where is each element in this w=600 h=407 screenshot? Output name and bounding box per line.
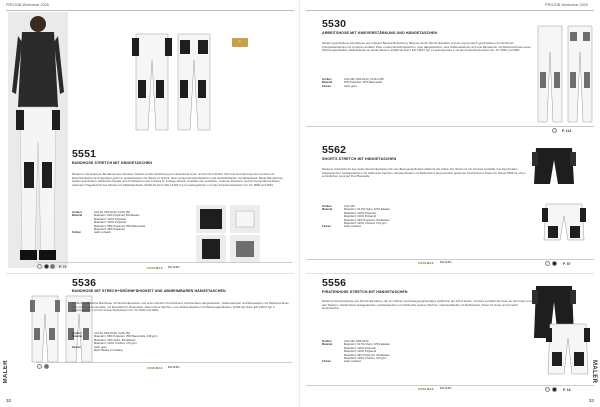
sku-5556: 5556 [322, 277, 347, 289]
model-photo [8, 12, 68, 268]
model-photo-graphic [8, 12, 68, 268]
swatch-white[interactable] [37, 264, 42, 269]
swatch-black[interactable] [552, 387, 557, 392]
sku-5562: 5562 [322, 144, 347, 156]
brand-logo-b: EN 14404 [168, 366, 180, 369]
section-divider [6, 273, 294, 274]
rule-5556 [306, 385, 594, 386]
desc-5556: Moderne Dreiviertelhose aus Stretch-Einsätzen, die ein offenes und bewegungsfreudiges Gefühl bei der Arbeit bieten. Cordura verstärkt die Hose an den Knien und den Taschen. Abnehmbare Hängetaschen, Holstertaschen und zahlreiche weitere Taschen. Gürtelschlaufen mit Reflexband. Passt zur Serie und ist leicht kombinierbar. [322, 299, 532, 311]
desc-5536: Moderne, praktische Bundhose mit Stretch-Einsätzen und einem leichten Komfortbund. Abnehmbare Hängetaschen, Holstertaschen und Beintaschen mit Reißverschluss. Knie mit Cordura verstärkt, mit Einschub für Kniepolster. Zwei hintere Taschen, eine Zollstocktasche und Werkzeugschlaufen. Erfüllt die Norm EN 14404 Typ 2 Leistungsstufe 1 mit den Knieschutzpolstern Art.-Nr. 9060 und 9061. [72, 301, 290, 313]
title-5551: BUNDHOSE STRETCH MIT HÄNGETASCHEN [72, 161, 153, 165]
color-swatches-5556[interactable] [545, 387, 557, 392]
color-swatches-5551[interactable] [37, 264, 55, 269]
desc-5562: Moderne Arbeitsshorts aus vielen Stretch-Einsätzen für eine Bewegungsfreiheit während der Arbeit. Die Shorts ist mit Cordura verstärkt, hat abnehmbare Hängetaschen, Holstertaschen und zahlreiche Taschen. Gürtelschlaufen mit Reflexband. Ergonomisch geformter Komfortbund. Passt zur Weste 5556 für einen einheitlichen Look auf Ihrer Baustelle. [322, 167, 526, 179]
specs-5530: Größen C44-C62, D84-D120, C146-C156 Material 65% Polyester, 35% Baumwolle Farben weiß, grau [322, 78, 384, 88]
brand-logo-a: COOLMAX [147, 266, 163, 270]
product-5551-image [132, 30, 214, 135]
detail-graphic [196, 205, 292, 263]
desc-5551: Moderne und bequeme Bundhose aus robustem Stretch mit der Abstützung am Hosenbund innen und Komfort-Schritt. Die Knie sind als Inlay aus Cordura mit Einschubtasche für Kniepolster geformt. Holstertaschen für Weste im Schritt. Zwei vordere Einschubtaschen und Gürtelschlaufen mit Reflexband. Beide Beintaschen stärker geschnitten. Zahlreiche Details und Fronttaschen aus Cordura im 4-Wege-Stretch verstärkt. Die sportliche, moderne Passform und der Komfortbund bieten optimalen Tragekomfort bei Arbeiten im Malerhandwerk. Erfüllt die Norm EN 14404 Typ 2 Leistungsstufe 1 mit den Knieschutzpolstern Art.-Nr. 9060 und 9061. [72, 172, 283, 187]
right-header-rule [306, 10, 594, 11]
swatch-grey[interactable] [50, 264, 55, 269]
product-5551-graphic [132, 30, 214, 135]
rule-5536 [36, 362, 292, 363]
rule-5562 [306, 259, 594, 260]
desc-5530: Modern geschnittene Arbeitshose aus robuster Baumwollmischung. Bequem durch Stretch-Einsätze und ein ergonomisch geschnittener Komfortbund. Kniepolstertaschen mit Cordura verstärkt. Zwei vordere Einschubtaschen, zwei Hängetaschen, eine Zollstocktasche und eine Beintasche mit Reißverschluss sowie Werkzeugschlaufen. Reflexbänder an beiden Beinen. Erfüllt die Norm EN 14404 Typ 2 Leistungsstufe 1 mit den Knieschutzpolstern Art.-Nr. 9060 und 9061. [322, 41, 531, 53]
title-5562: SHORTS STRETCH MIT HÄNGETASCHEN [322, 157, 397, 161]
swatch-white[interactable] [545, 387, 550, 392]
brand-logo-b: EN 14404 [440, 387, 452, 390]
brand-logo-a: COOLMAX [418, 261, 434, 265]
premium-badge-icon: ★ [232, 38, 248, 47]
color-swatches-5530[interactable] [552, 128, 557, 133]
left-header: PROJOB Workwear 2025 [6, 3, 49, 7]
brand-logo-b: EN 14404 [440, 261, 452, 264]
page-ref-5556[interactable]: P. 16 [563, 388, 571, 392]
left-header-rule [6, 10, 294, 11]
specs-5562: Größen C44-C62 Material Material 1: 91,5% Nylon, 8,5% Elastan Material 2: 100% Polyester Material 3: 100% Polyamid Material 4: 93% Polyamid, 3% Elastan Material 5: 100% Cordura, 270 g/m² Farben weiß, schwarz [322, 205, 390, 229]
sku-5530: 5530 [322, 18, 347, 30]
right-header: PROJOB Workwear 2025 [545, 3, 588, 7]
section-divider [306, 273, 594, 274]
swatch-black[interactable] [552, 261, 557, 266]
brand-logo-a: COOLMAX [418, 387, 434, 391]
shorts-white [542, 204, 586, 240]
title-5556: PIRATENHOSE STRETCH MIT HÄNGETASCHEN [322, 290, 408, 294]
page-number-left: 32 [6, 398, 12, 403]
specs-5556: Größen C44-C62, D84-D120 Material Material 1: 91,5% Nylon, 8,5% Elastan Material 2: 100% Polyester Material 3: 100% Polyamid Material 4: 93% Polyamid, 3% Elastan Material 5: 100% Cordura, 270 g/m² Farben weiß, schwarz [322, 340, 390, 364]
right-page [300, 0, 600, 407]
swatch-white[interactable] [37, 364, 42, 369]
color-swatches-5536[interactable] [37, 364, 49, 369]
product-5530-image [536, 24, 594, 124]
rule-5551 [36, 262, 292, 263]
title-5536: BUNDHOSE MIT STRECH+DRÖHNFÄHIGKEIT UND ABNEHMBAREN HÄNGETASCHEN [72, 289, 226, 293]
pants-front [132, 34, 172, 130]
specs-5551: Größen C44-62, D84-D120, C146-156 Material Material 1: 92% Polyamid, 8% Elastan Material 2: 100% Polyester Material 3: 100% Polyamid Material 4: 58% Polyamid, 35% Baumwolle Material 5: 99% Polyamid Farben weiß, schwarz [72, 211, 146, 235]
shorts-black [532, 148, 576, 184]
product-5562-image [532, 146, 596, 256]
section-tab-right: MALER [591, 360, 597, 384]
swatch-grey[interactable] [44, 364, 49, 369]
product-5556-graphic [532, 284, 596, 376]
page-ref-5530[interactable]: P. 114 [562, 129, 572, 133]
swatch-black[interactable] [44, 264, 49, 269]
page-number-right: 33 [588, 398, 594, 403]
product-5556-image [532, 284, 596, 376]
specs-5536: Größen C44-62, D84-D120, C146-156 Material Material 1: 65% Polyester, 35% Baumwolle, 245 g/m² Material 2: 92% Nylon, 8% Elastan Material 3: 100% Cordura, 270 g/m² Farben weiß, grau Mehr Details im Katalog [72, 332, 158, 352]
product-5530-graphic [536, 24, 594, 124]
rule-5530 [306, 126, 594, 127]
pants-front [30, 296, 60, 362]
swatch-white[interactable] [545, 261, 550, 266]
section-tab-left: MALER [3, 360, 9, 384]
brand-logo-a: COOLMAX [147, 366, 163, 370]
pirate-pants-white [546, 324, 590, 374]
title-5530: ARBEITSHOSE MIT KNIEVERSTÄRKUNG UND HÄNGETASCHEN [322, 31, 438, 35]
product-5562-graphic [532, 146, 596, 256]
page-ref-5562[interactable]: P. 57 [563, 262, 571, 266]
pants-back [178, 34, 210, 130]
sku-5551: 5551 [72, 148, 97, 160]
brand-logo-b: EN 14404 [168, 266, 180, 269]
swatch-white[interactable] [552, 128, 557, 133]
product-5551-detail-image [196, 205, 292, 263]
sku-5536: 5536 [72, 277, 97, 289]
page-ref-5551[interactable]: P. 71 [59, 265, 67, 269]
color-swatches-5562[interactable] [545, 261, 557, 266]
